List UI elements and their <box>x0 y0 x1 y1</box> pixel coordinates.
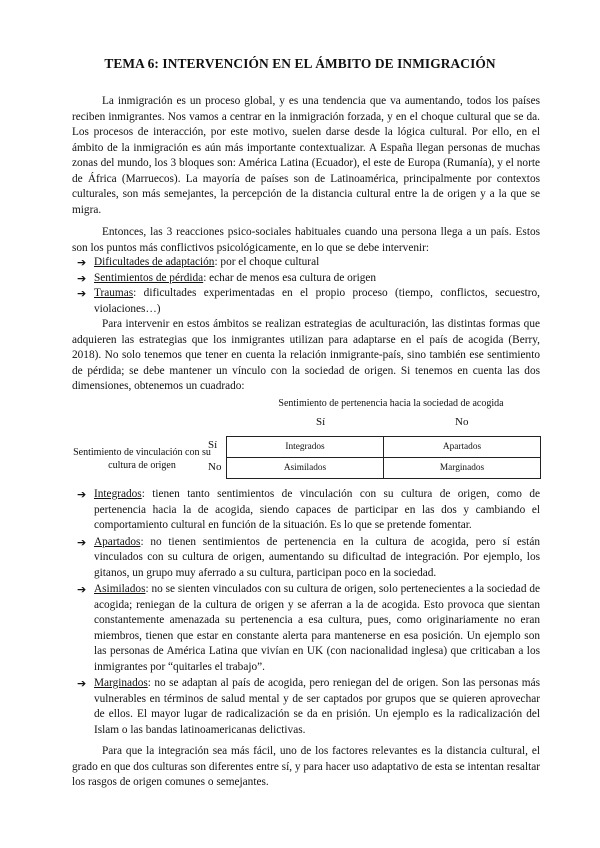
paragraph-intro: La inmigración es un proceso global, y es una tendencia que va aumentando, todos los países reciben inmigrantes. Nos vamos a centrar en la inmigración forzada, y en el choque cultural que se da. Los procesos de interacción, por este motivo, suelen darse desde la lógica cultural. Por ello, en el ámbito de la inmigración es aún más importante contextualizar. A España llegan personas de muchas zonas del mundo, los 3 bloques son: América Latina (Ecuador), el este de Europa (Rumanía), y el norte de África (Marruecos). La mayoría de países son de Latinoamérica, principalmente por contextos culturales, son más semejantes, la percepción de la distancia cultural entre la de origen y a la que se migra. <box>72 95 540 216</box>
table-column-header: Sentimiento de pertenencia hacia la sociedad de acogida <box>278 398 504 409</box>
table-cell: Apartados <box>384 437 541 458</box>
list-item-term: Integrados <box>94 488 142 500</box>
strategies-list <box>72 487 540 739</box>
list-item <box>72 271 540 287</box>
page-title: TEMA 6: INTERVENCIÓN EN EL ÁMBITO DE INMIGRACIÓN <box>104 56 496 71</box>
list-item-text: : no se sienten vinculados con su cultura de origen, solo pertenecientes a la sociedad de acogida; reniegan de la cultura de origen y se aferran a la de acogida. Esto provoca que sientan constantemente amenazada su pertenencia a esa cultura, pues, como originariamente no eran miembros, tienen que estar en constante alerta para mantenerse en esa posición. Un ejemplo son las personas de América Latina que vivían en UK (con nacionalidad inglesa) que criticaban a los inmigrantes por “quitarles el trabajo”. <box>94 583 540 673</box>
list-item <box>72 535 540 582</box>
table-row-header: Sentimiento de vinculación con su cultura de origen <box>73 447 211 471</box>
table-row-no: No <box>208 461 222 473</box>
arrow-bullet-icon: ➔ <box>77 583 87 596</box>
list-item-term: Sentimientos de pérdida <box>94 271 204 284</box>
list-item-text: : tienen tanto sentimientos de vinculación con su cultura de origen, como de pertenencia hacia la de acogida, siendo capaces de participar en las dos y cambiando el comportamiento cultural en función de la situación. Es lo que se pretende fomentar. <box>94 488 540 531</box>
reactions-list <box>72 255 540 317</box>
table-cell: Marginados <box>384 458 541 479</box>
arrow-bullet-icon: ➔ <box>77 287 87 300</box>
list-item <box>72 676 540 738</box>
table-cell: Asimilados <box>227 458 384 479</box>
list-item <box>72 286 540 317</box>
table-row <box>227 437 541 458</box>
list-item-term: Dificultades de adaptación <box>94 256 215 268</box>
paragraph-conclusion: Para que la integración sea más fácil, uno de los factores relevantes es la distancia cultural, el grado en que dos culturas son diferentes entre sí, y para hacer uso adaptativo de esta se intentan resaltar los rasgos de origen comunes o semejantes. <box>72 745 540 788</box>
table-row-si: Sí <box>208 439 218 451</box>
list-item-term: Traumas <box>94 287 134 299</box>
list-item-term: Marginados <box>94 677 148 689</box>
paragraph-reactions: Entonces, las 3 reacciones psico-sociales habituales cuando una persona llega a un país. Estos son los puntos más conflictivos psicológicamente, en lo que se debe intervenir: <box>72 226 540 254</box>
list-item-text: : echar de menos esa cultura de origen <box>203 271 377 284</box>
list-item-text: : no se adaptan al país de acogida, pero reniegan del de origen. Son las personas más vulnerables en términos de salud mental y de ser captados por grupos que se quieren aprovechar de ellos. El mayor lugar de radicalización se da en prisión. Un ejemplo es la radicalización del Islam o las bandas latinoamericanas delictivas. <box>94 677 540 736</box>
list-item <box>72 582 540 675</box>
table-col-no: No <box>455 416 469 428</box>
table-row <box>227 458 541 479</box>
list-item <box>72 255 540 271</box>
paragraph-acculturation: Para intervenir en estos ámbitos se realizan estrategias de aculturación, las distintas formas que adquieren las estrategias que los inmigrantes utilizan para adaptarse en el país de acogida (Berry, 2018). No solo tenemos que tener en cuenta la relación inmigrante-país, sino también ese sentimiento de pérdida; se debe mantener un vínculo con la sociedad de origen. Si tenemos en cuenta las dos dimensiones, obtenemos un cuadrado: <box>72 318 540 392</box>
table-col-si: Sí <box>316 416 326 428</box>
arrow-bullet-icon: ➔ <box>77 256 87 269</box>
list-item <box>72 487 540 534</box>
table-cell: Integrados <box>227 437 384 458</box>
arrow-bullet-icon: ➔ <box>77 271 87 285</box>
arrow-bullet-icon: ➔ <box>77 488 87 501</box>
arrow-bullet-icon: ➔ <box>77 535 87 549</box>
list-item-term: Asimilados <box>94 583 146 595</box>
arrow-bullet-icon: ➔ <box>77 677 87 690</box>
list-item-text: : por el choque cultural <box>214 256 320 268</box>
list-item-text: : no tienen sentimientos de pertenencia en la cultura de acogida, pero sí están vinculados con su cultura de origen, aumentando su dificultad de integración. Por ejemplo, los gitanos, un grupo muy aferrado a su cultura, participan poco en la sociedad. <box>94 535 540 579</box>
list-item-text: : dificultades experimentadas en el propio proceso (tiempo, conflictos, secuestro, violaciones…) <box>94 287 540 315</box>
acculturation-table <box>226 436 541 479</box>
list-item-term: Apartados <box>94 535 141 548</box>
